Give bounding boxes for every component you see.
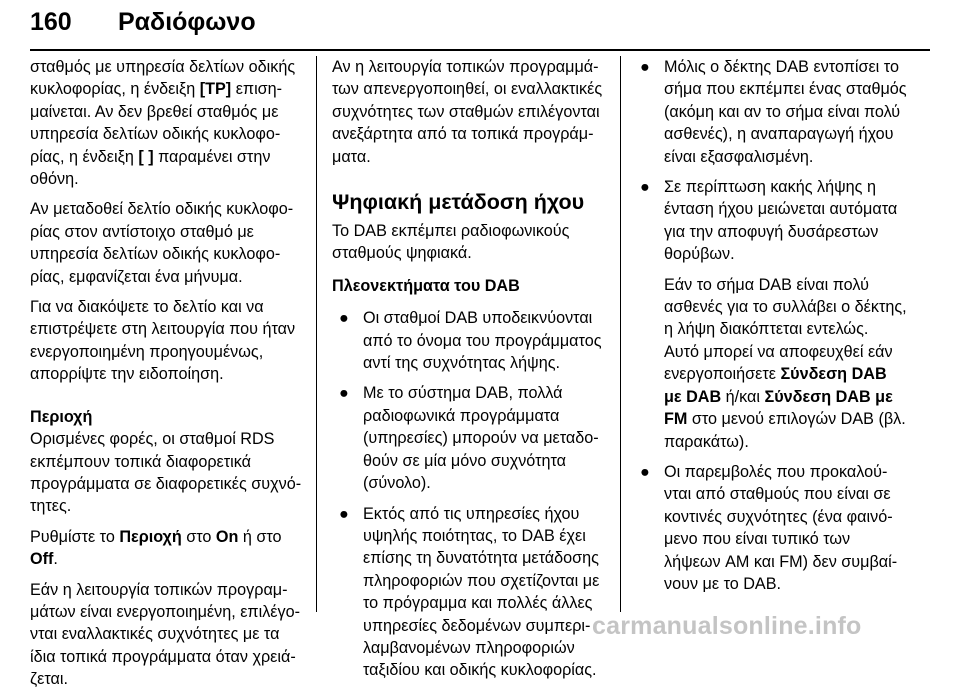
text-line: Ορισμένες φορές, οι σταθμοί RDS — [30, 430, 275, 449]
bullet-item — [633, 56, 931, 168]
text-line: θορύβων. — [664, 245, 735, 264]
column-right — [633, 56, 931, 595]
text-line: Εκτός από τις υπηρεσίες ήχου — [363, 504, 580, 523]
text-segment: η λήψη διακόπτεται εντελώς. — [664, 320, 869, 339]
text-segment: Αυτό μπορεί να αποφευχθεί εάν — [664, 342, 893, 361]
text-line: ασθενές), η αναπαραγωγή ήχου — [664, 125, 894, 144]
text-segment: ασθενές για το συλλάβει ο δέκτης, — [664, 298, 907, 317]
bold-term: με DAB — [664, 387, 722, 406]
text-line: υπηρεσίες δεδομένων συμπερι- — [363, 616, 591, 635]
text-line: συχνότητες των σταθμών επιλέγονται — [332, 102, 600, 121]
bold-term: Σύνδεση DAB με — [764, 387, 893, 406]
paragraph-regional-on — [30, 579, 316, 691]
paragraph-tp-indicator — [30, 56, 316, 190]
page-number: 160 — [30, 8, 72, 36]
text-line: ένταση ήχου μειώνεται αυτόματα — [664, 200, 898, 219]
text-line — [30, 56, 316, 78]
bold-term: FM — [664, 410, 688, 429]
header-rule — [30, 49, 930, 51]
bold-term: [ ] — [138, 147, 154, 166]
text-segment: παρακάτω). — [664, 432, 749, 451]
paragraph-weak-signal — [633, 274, 931, 453]
text-line: ρίας, εμφανίζεται ένα μήνυμα. — [30, 267, 243, 286]
text-segment: ή στο — [238, 527, 282, 546]
text-segment: ή/και — [721, 387, 765, 406]
text-line: λαμβανομένων πληροφοριών — [363, 638, 575, 657]
column-divider — [316, 56, 317, 612]
text-line: Το DAB εκπέμπει ραδιοφωνικούς — [332, 222, 570, 241]
bold-term: On — [215, 527, 239, 546]
text-segment: Εάν το σήμα DAB είναι πολύ — [664, 275, 869, 294]
bullet-dot-icon: ● — [640, 58, 650, 76]
text-line: ματα. — [332, 147, 371, 166]
bullet-item — [633, 176, 931, 266]
bullet-text — [664, 176, 931, 266]
text-line: νουν με το DAB. — [664, 574, 782, 593]
text-line: νται από σταθμούς που είναι σε — [664, 485, 891, 504]
text-line: αντί της συχνότητας λήψης. — [363, 354, 561, 373]
text-segment: παραμένει στην — [153, 147, 271, 166]
text-segment: σταθμός με υπηρεσία δελτίων οδικής — [30, 58, 296, 76]
paragraph-interrupt-announcement — [30, 296, 316, 386]
text-line: ανεξάρτητα από τα τοπικά προγράμ- — [332, 125, 594, 144]
text-line — [664, 386, 931, 408]
text-line: Με το σύστημα DAB, πολλά — [363, 384, 563, 403]
text-segment: οθόνη. — [30, 170, 79, 189]
text-line: των απενεργοποιηθεί, οι εναλλακτικές — [332, 80, 603, 99]
page-title: Ραδιόφωνο — [118, 8, 256, 36]
text-line: Εάν η λειτουργία τοπικών προγραμ- — [30, 580, 288, 599]
text-line: ενεργοποιημένη προηγουμένως, — [30, 342, 264, 361]
bullet-item — [332, 503, 620, 682]
text-line — [664, 296, 931, 318]
text-line: Αν μεταδοθεί δελτίο οδικής κυκλοφο- — [30, 200, 294, 219]
text-line: θούν σε μία μόνο συχνότητα — [363, 451, 566, 470]
column-left — [30, 56, 316, 691]
text-segment: Ρυθμίστε το — [30, 527, 120, 546]
page-header — [30, 0, 930, 56]
bullet-dot-icon: ● — [339, 384, 349, 403]
text-line: ίδια τοπικά προγράμματα όταν χρειά- — [30, 647, 296, 666]
text-line: ρίας στον αντίστοιχο σταθμό με — [30, 222, 254, 241]
paragraph-dab-intro — [332, 220, 620, 265]
text-segment: στο — [181, 527, 216, 546]
text-line: μενο που είναι τυπικό των — [664, 530, 851, 549]
text-segment: κυκλοφορίας, η ένδειξη — [30, 80, 200, 99]
text-line — [30, 78, 316, 100]
text-line: εκπέμπουν τοπικά διαφορετικά — [30, 452, 251, 471]
text-line: ραδιοφωνικά προγράμματα — [363, 406, 560, 425]
text-line — [30, 526, 316, 548]
text-line: σταθμούς ψηφιακά. — [332, 244, 472, 263]
text-line — [30, 101, 316, 123]
text-line: απορρίψτε την ειδοποίηση. — [30, 365, 224, 384]
paragraph-traffic-message — [30, 198, 316, 288]
subheading-dab-advantages: Πλεονεκτήματα του DAB — [332, 276, 520, 295]
section-heading-dab: Ψηφιακή μετάδοση ήχου — [332, 190, 585, 215]
text-line — [30, 548, 316, 570]
text-line: κοντινές συχνότητες (ένα φαινό- — [664, 507, 893, 526]
text-line: προγράμματα σε διαφορετικές συχνό- — [30, 474, 302, 493]
text-line — [664, 408, 931, 430]
bullet-text — [363, 503, 620, 682]
text-line — [664, 363, 931, 385]
text-line: Οι παρεμβολές που προκαλού- — [664, 462, 888, 481]
bullet-text — [363, 307, 620, 374]
text-line: από το όνομα του προγράμματος — [363, 331, 602, 350]
bullet-dot-icon: ● — [640, 178, 650, 197]
text-segment: μαίνεται. Αν δεν βρεθεί σταθμός με — [30, 102, 279, 121]
text-line: το πρόγραμμα και πολλές άλλες — [363, 594, 593, 613]
text-segment: στο μενού επιλογών DAB (βλ. — [687, 410, 906, 429]
text-segment: ρίας, η ένδειξη — [30, 147, 139, 166]
text-line: σήμα που εκπέμπει ένας σταθμός — [664, 80, 907, 99]
text-line: υπηρεσία δελτίων οδικής κυκλοφο- — [30, 245, 281, 264]
paragraph-region-setting — [30, 526, 316, 571]
text-line: νται εναλλακτικές συχνότητες με τα — [30, 625, 280, 644]
bold-term: Off — [30, 550, 54, 569]
text-line: (σύνολο). — [363, 474, 431, 493]
text-line: λήψεων AM και FM) δεν συμβαί- — [664, 552, 898, 571]
bullet-text — [664, 56, 931, 168]
text-line: μάτων είναι ενεργοποιημένη, επιλέγο- — [30, 602, 300, 621]
bullet-item — [332, 382, 620, 494]
text-line: ζεται. — [30, 670, 68, 689]
text-segment: επιση- — [231, 80, 283, 99]
text-segment: ενεργοποιήσετε — [664, 365, 781, 384]
text-line: Αν η λειτουργία τοπικών προγραμμά- — [332, 58, 599, 76]
text-line: ταξιδίου και οδικής κυκλοφορίας. — [363, 661, 597, 680]
text-segment: . — [53, 550, 58, 569]
watermark: carmanualsonline.info — [592, 612, 862, 640]
text-line: Σε περίπτωση κακής λήψης η — [664, 178, 876, 197]
bold-term: Περιοχή — [119, 527, 182, 546]
text-line: Για να διακόψετε το δελτίο και να — [30, 298, 264, 317]
text-line: είναι εξασφαλισμένη. — [664, 147, 814, 166]
text-line: τητες. — [30, 497, 72, 516]
text-line — [30, 146, 316, 168]
text-line: πληροφοριών που σχετίζονται με — [363, 571, 600, 590]
text-line: για την αποφυγή δυσάρεστων — [664, 222, 879, 241]
text-line: επίσης τη δυνατότητα μετάδοσης — [363, 549, 599, 568]
bullet-text — [664, 461, 931, 595]
text-line: (ακόμη και αν το σήμα είναι πολύ — [664, 102, 901, 121]
text-line: (υπηρεσίες) μπορούν να μεταδο- — [363, 429, 599, 448]
bold-term: [TP] — [199, 80, 232, 99]
region-heading: Περιοχή — [30, 407, 93, 426]
text-line: Μόλις ο δέκτης DAB εντοπίσει το — [664, 58, 899, 76]
text-line — [664, 318, 931, 340]
text-line — [30, 123, 316, 145]
text-line — [664, 341, 931, 363]
bullet-dot-icon: ● — [339, 504, 349, 523]
text-line — [664, 274, 931, 296]
text-segment: υπηρεσία δελτίων οδικής κυκλοφο- — [30, 125, 281, 144]
bullet-item — [633, 461, 931, 595]
bullet-text — [363, 382, 620, 494]
bold-term: Σύνδεση DAB — [780, 365, 887, 384]
bullet-dot-icon: ● — [640, 462, 650, 481]
paragraph-regional-off — [332, 56, 620, 168]
column-middle — [332, 56, 620, 682]
text-line — [30, 168, 316, 190]
paragraph-rds-regional — [30, 428, 316, 518]
text-line: Οι σταθμοί DAB υποδεικνύονται — [363, 309, 593, 328]
text-line — [664, 431, 931, 453]
text-line: επιστρέψετε στη λειτουργία που ήταν — [30, 320, 296, 339]
bullet-dot-icon: ● — [339, 309, 349, 328]
bullet-item — [332, 307, 620, 374]
text-line: υψηλής ποιότητας, το DAB έχει — [363, 526, 586, 545]
column-divider — [620, 56, 621, 612]
